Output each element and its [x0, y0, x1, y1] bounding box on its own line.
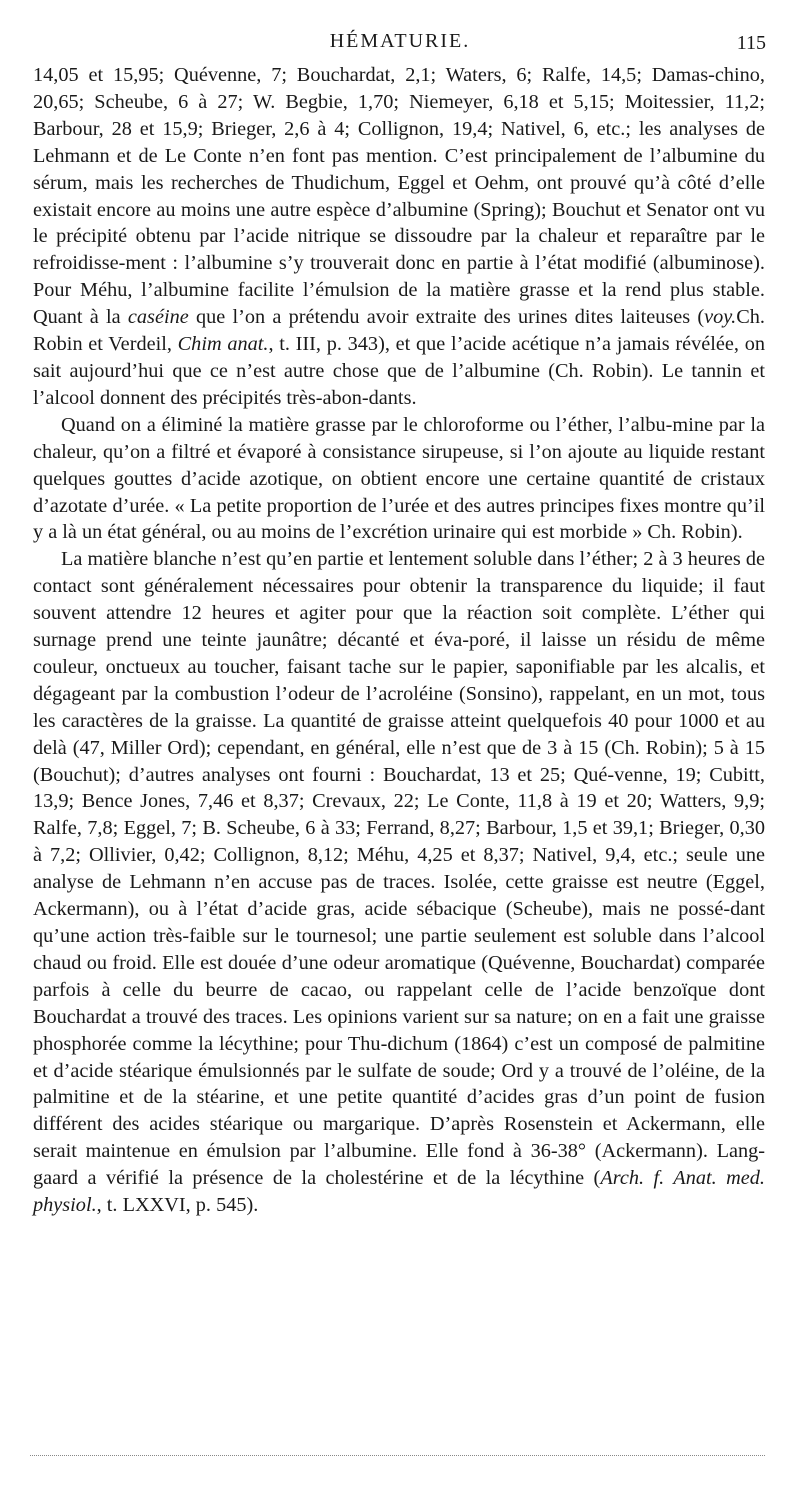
- paragraph-2: [33, 412, 765, 547]
- italic-text: Arch. f. Anat. med. physiol.: [33, 1167, 766, 1217]
- italic-text: caséine: [127, 306, 189, 329]
- text-run: Ch. Robin et Verdeil,: [33, 306, 766, 356]
- paragraph-3: [33, 546, 765, 1219]
- text-run: , t. LXXVI, p. 545).: [96, 1194, 259, 1217]
- text-run: , t. III, p. 343), et que l’acide acétique n’a jamais révélée, on sait aujourd’hui que ce n’est autre chose que de l’albumine (Ch. Robin). Le tannin et l’alcool donnent des précipités très-abon-dants.: [33, 333, 766, 409]
- text-run: que l’on a prétendu avoir extraite des urines dites laiteuses (: [188, 306, 705, 329]
- text-run: 14,05 et 15,95; Quévenne, 7; Bouchardat, 2,1; Waters, 6; Ralfe, 14,5; Damas-chino, 20,65; Scheube, 6 à 27; W. Begbie, 1,70; Niemeyer, 6,18 et 5,15; Moitessier, 11,2; Barbour, 28 et 15,9; Brieger, 2,6 à 4; Collignon, 19,4; Nativel, 6, etc.; les analyses de Lehmann et de Le Conte n’en font pas mention. C’est principalement de l’albumine du sérum, mais les recherches de Thudichum, Eggel et Oehm, ont prouvé qu’à côté d’elle existait encore au moins une autre espèce d’albumine (Spring); Bouchut et Senator ont vu le précipité obtenu par l’acide nitrique se dissoudre par la chaleur et reparaître par le refroidisse-ment : l’albumine s’y trouverait donc en partie à l’état modifié (albuminose). Pour Méhu, l’albumine facilite l’émulsion de la matière grasse et la rend plus stable. Quant à la: [33, 64, 765, 329]
- body-text: [33, 62, 765, 1219]
- text-run: Quand on a éliminé la matière grasse par le chloroforme ou l’éther, l’albu-mine par la chaleur, qu’on a filtré et évaporé à consistance sirupeuse, si l’on ajoute au liquide restant quelques gouttes d’acide azotique, on obtient encore une certaine quantité de cristaux d’azotate d’urée. « La petite proportion de l’urée et des autres principes fixes montre qu’il y a là un état général, ou au moins de l’excrétion urinaire qui est morbide » Ch. Robin).: [33, 413, 765, 544]
- paragraph-1: [33, 62, 765, 412]
- running-head: HÉMATURIE.: [329, 30, 471, 52]
- footer-rule: [30, 1455, 765, 1456]
- italic-text: voy.: [704, 306, 737, 329]
- italic-text: Chim anat.: [177, 333, 269, 356]
- text-run: La matière blanche n’est qu’en partie et lentement soluble dans l’éther; 2 à 3 heures de contact sont généralement nécessaires pour obtenir la transparence du liquide; il faut souvent attendre 12 heures et agiter pour que la réaction soit complète. L’éther qui surnage prend une teinte jaunâtre; décanté et éva-poré, il laisse un résidu de même couleur, onctueux au toucher, faisant tache sur le papier, saponifiable par les alcalis, et dégageant par la combustion l’odeur de l’acroléine (Sonsino), rappelant, en un mot, tous les caractères de la graisse. La quantité de graisse atteint quelquefois 40 pour 1000 et au delà (47, Miller Ord); cependant, en général, elle n’est que de 3 à 15 (Ch. Robin); 5 à 15 (Bouchut); d’autres analyses ont fourni : Bouchardat, 13 et 25; Qué-venne, 19; Cubitt, 13,9; Bence Jones, 7,46 et 8,37; Crevaux, 22; Le Conte, 11,8 à 19 et 20; Watters, 9,9; Ralfe, 7,8; Eggel, 7; B. Scheube, 6 à 33; Ferrand, 8,27; Barbour, 1,5 et 39,1; Brieger, 0,30 à 7,2; Ollivier, 0,42; Collignon, 8,12; Méhu, 4,25 et 8,37; Nativel, 9,4, etc.; seule une analyse de Lehmann n’en accuse pas de traces. Isolée, cette graisse est neutre (Eggel, Ackermann), ou à l’état d’acide gras, acide sébacique (Scheube), mais ne possé-dant qu’une action très-faible sur le tournesol; une partie seulement est soluble dans l’alcool chaud ou froid. Elle est douée d’une odeur aromatique (Quévenne, Bouchardat) comparée parfois à celle du beurre de cacao, ou rappelant celle de l’acide benzoïque dont Bouchardat a trouvé des traces. Les opinions varient sur sa nature; on en a fait une graisse phosphorée comme la lécythine; pour Thu-dichum (1864) c’est un composé de palmitine et d’acide stéarique émulsionnés par le sulfate de soude; Ord y a trouvé de l’oléine, de la palmitine et de la stéarine, et une petite quantité d’acides gras d’un point de fusion différent des acides stéarique ou margarique. D’après Rosenstein et Ackermann, elle serait maintenue en émulsion par l’albumine. Elle fond à 36-38° (Ackermann). Lang-gaard a vérifié la présence de la cholestérine et de la lécythine (: [33, 548, 765, 1190]
- page-number: 115: [736, 32, 766, 54]
- page-header: [0, 30, 800, 60]
